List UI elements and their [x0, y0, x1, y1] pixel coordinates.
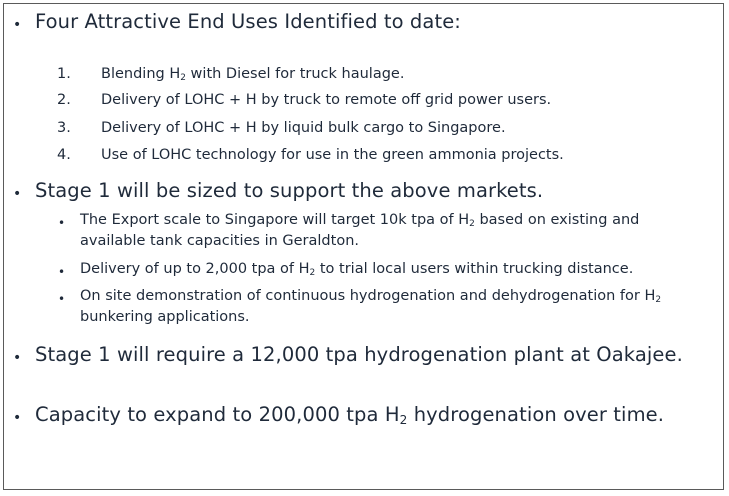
sub-bullet-marker: • — [58, 292, 66, 306]
capacity-text: Capacity to expand to 200,000 tpa $H_2$ hydrogenation over time. — [35, 403, 665, 428]
sub-bullet-marker: • — [58, 216, 66, 230]
list-number: 2. — [57, 92, 71, 108]
sub-bullet-demonstration-cont: bunkering applications. — [80, 309, 250, 325]
sub-bullet-export: The Export scale to Singapore will target 10k tpa of $H_2$ based on existing and — [80, 212, 640, 230]
sub-bullet-marker: • — [58, 265, 66, 279]
sub-bullet-delivery: Delivery of up to 2,000 tpa of $H_2$ to trial local users within trucking distance. — [80, 261, 634, 279]
slide-frame — [3, 3, 724, 490]
end-use-4: Use of LOHC technology for use in the green ammonia projects. — [101, 147, 564, 163]
sub-bullet-export-cont: available tank capacities in Geraldton. — [80, 233, 359, 249]
stage1-text: Stage 1 will be sized to support the above markets. — [35, 179, 544, 202]
bullet-marker: • — [13, 17, 22, 33]
heading-text: Four Attractive End Uses Identified to date: — [35, 10, 461, 33]
list-number: 3. — [57, 120, 71, 136]
bullet-marker: • — [13, 410, 22, 426]
plant-text: Stage 1 will require a 12,000 tpa hydrogenation plant at Oakajee. — [35, 343, 683, 366]
end-use-1: Blending $H_2$ with Diesel for truck haulage. — [101, 66, 405, 84]
sub-bullet-demonstration: On site demonstration of continuous hydrogenation and dehydrogenation for $H_2$ — [80, 288, 662, 306]
end-use-3: Delivery of LOHC + H by liquid bulk cargo to Singapore. — [101, 120, 506, 136]
list-number: 1. — [57, 66, 71, 82]
bullet-marker: • — [13, 186, 22, 202]
bullet-marker: • — [13, 350, 22, 366]
end-use-2: Delivery of LOHC + H by truck to remote off grid power users. — [101, 92, 552, 108]
list-number: 4. — [57, 147, 71, 163]
